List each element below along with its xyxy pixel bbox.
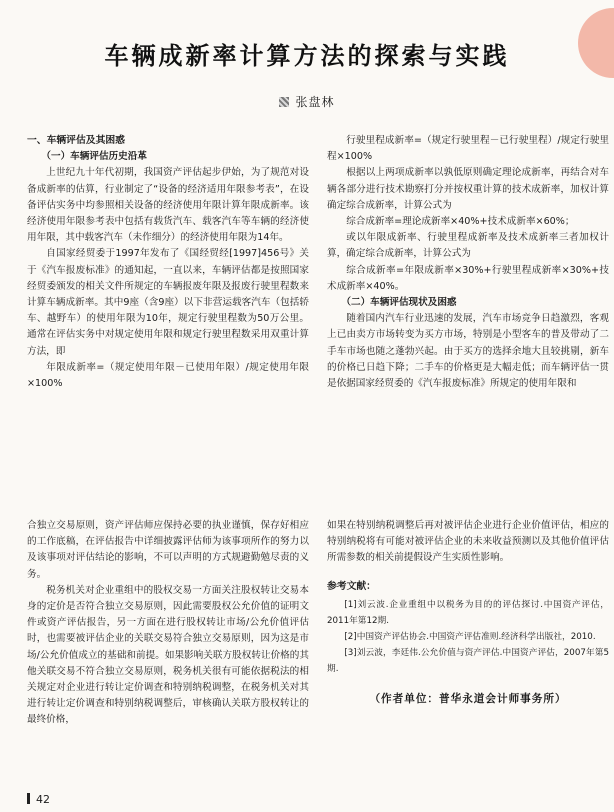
paragraph: 合独立交易原则，资产评估师应保持必要的执业谨慎，保存好相应的工作底稿，在评估报告中详细披露评估师为该事项所作的努力以及该事项对评估结论的影响，不可以声明的方式规避勤勉尽责的义务。 [27, 520, 309, 580]
formula: 综合成新率=理论成新率×40%+技术成新率×60%； [346, 216, 575, 228]
paragraph: 税务机关对企业重组中的股权交易一方面关注股权转让交易本身的定价是否符合独立交易原则，因此需要股权公允价值的证明文件或资产评估报告，另一方面在进行股权转让市场/公允价值评估时，也需要被评估企业的关联交易符合独立交易原则，因为这是市场/公允价值成立的基础和前提。如果影响关联方股权转让价格的其他关联交易不符合独立交易原则，税务机关很有可能依据税法的相关规定对企业进行转让定价调查和特别纳税调整，在税务机关对其进行转让定价调查和特别纳税调整后，审核确认关联方股权转让的最终价格， [27, 584, 309, 726]
paragraph: 自国家经贸委于1997年发布了《国经贸经[1997]456号》关于《汽车报废标准》的通知起，一直以来，车辆评估都是按照国家经贸委颁发的相关文件所规定的车辆报废年限及报废行驶里程数来计算车辆成新率。其中9座（含9座）以下非营运载客汽车（包括轿车、越野车）的使用年限为10年，规定行驶里程数为50万公里。通常在评估实务中对规定使用年限和规定行驶里程数采用双重计算方法，即 [27, 248, 309, 357]
reference-item: [3]刘云波，李廷伟.公允价值与资产评估.中国资产评估，2007年第5期. [327, 647, 609, 674]
column-left-bottom [27, 518, 309, 729]
formula: 行驶里程成新率=（规定行驶里程－已行驶里程）/规定行驶里程×100% [327, 135, 609, 163]
subsection-heading-2: （二）车辆评估现状及困惑 [341, 297, 457, 309]
author-marker-icon [279, 97, 289, 107]
page-number-text: 42 [36, 793, 50, 806]
subsection-heading-1: （一）车辆评估历史沿革 [41, 151, 147, 163]
column-right-bottom [327, 518, 609, 707]
page-marker-icon [27, 793, 30, 804]
reference-item: [1]刘云波.企业重组中以税务为目的的评估探讨.中国资产评估，2011年第12期. [327, 599, 609, 626]
author-name: 张盘林 [295, 95, 335, 109]
references-heading: 参考文献： [327, 580, 376, 592]
paragraph: 随着国内汽车行业迅速的发展，汽车市场竞争日趋激烈，客观上已由卖方市场转变为买方市场，特别是小型客车的普及带动了二手车市场也随之蓬勃兴起。由于买方的选择余地大且较挑剔，新车的价格已日趋下降；二手车的价格更是大幅走低；而车辆评估一贯是依据国家经贸委的《汽车报废标准》所规定的使用年限和 [327, 313, 609, 390]
paragraph: 上世纪九十年代初期，我国资产评估起步伊始，为了规范对设备成新率的估算，行业制定了“设备的经济适用年限参考表”，在设备评估实务中均参照相关设备的经济使用年限计算年限成新率。该经济使用年限参考表中包括有载货汽车、载客汽车等车辆的经济使用年限，其中载客汽车（未作细分）的经济使用年限为14年。 [27, 167, 309, 244]
article-title: 车辆成新率计算方法的探索与实践 [104, 41, 510, 70]
column-right-top [327, 133, 609, 392]
formula: 年限成新率=（规定使用年限－已使用年限）/规定使用年限×100% [27, 361, 309, 390]
reference-item: [2]中国资产评估协会.中国资产评估准则.经济科学出版社，2010. [344, 631, 596, 642]
paragraph: 根据以上两项成新率以孰低原则确定理论成新率，再结合对车辆各部分进行技术勘察打分并按权重计算的技术成新率，加权计算确定综合成新率，计算公式为 [327, 167, 609, 211]
author-affiliation: （作者单位：普华永道会计师事务所） [369, 692, 567, 705]
section-heading-1: 一、车辆评估及其困惑 [27, 135, 125, 146]
author-line [0, 93, 614, 110]
page-number [27, 793, 50, 806]
paragraph: 如果在特别纳税调整后再对被评估企业进行企业价值评估，相应的特别纳税将有可能对被评估企业的未来收益预测以及其他价值评估所需参数的相关前提假设产生实质性影响。 [327, 520, 609, 564]
paragraph: 或以年限成新率、行驶里程成新率及技术成新率三者加权计算，确定综合成新率，计算公式为 [327, 232, 609, 260]
formula: 综合成新率=年限成新率×30%+行驶里程成新率×30%+技术成新率×40%。 [327, 264, 609, 292]
column-left-top [27, 133, 309, 392]
